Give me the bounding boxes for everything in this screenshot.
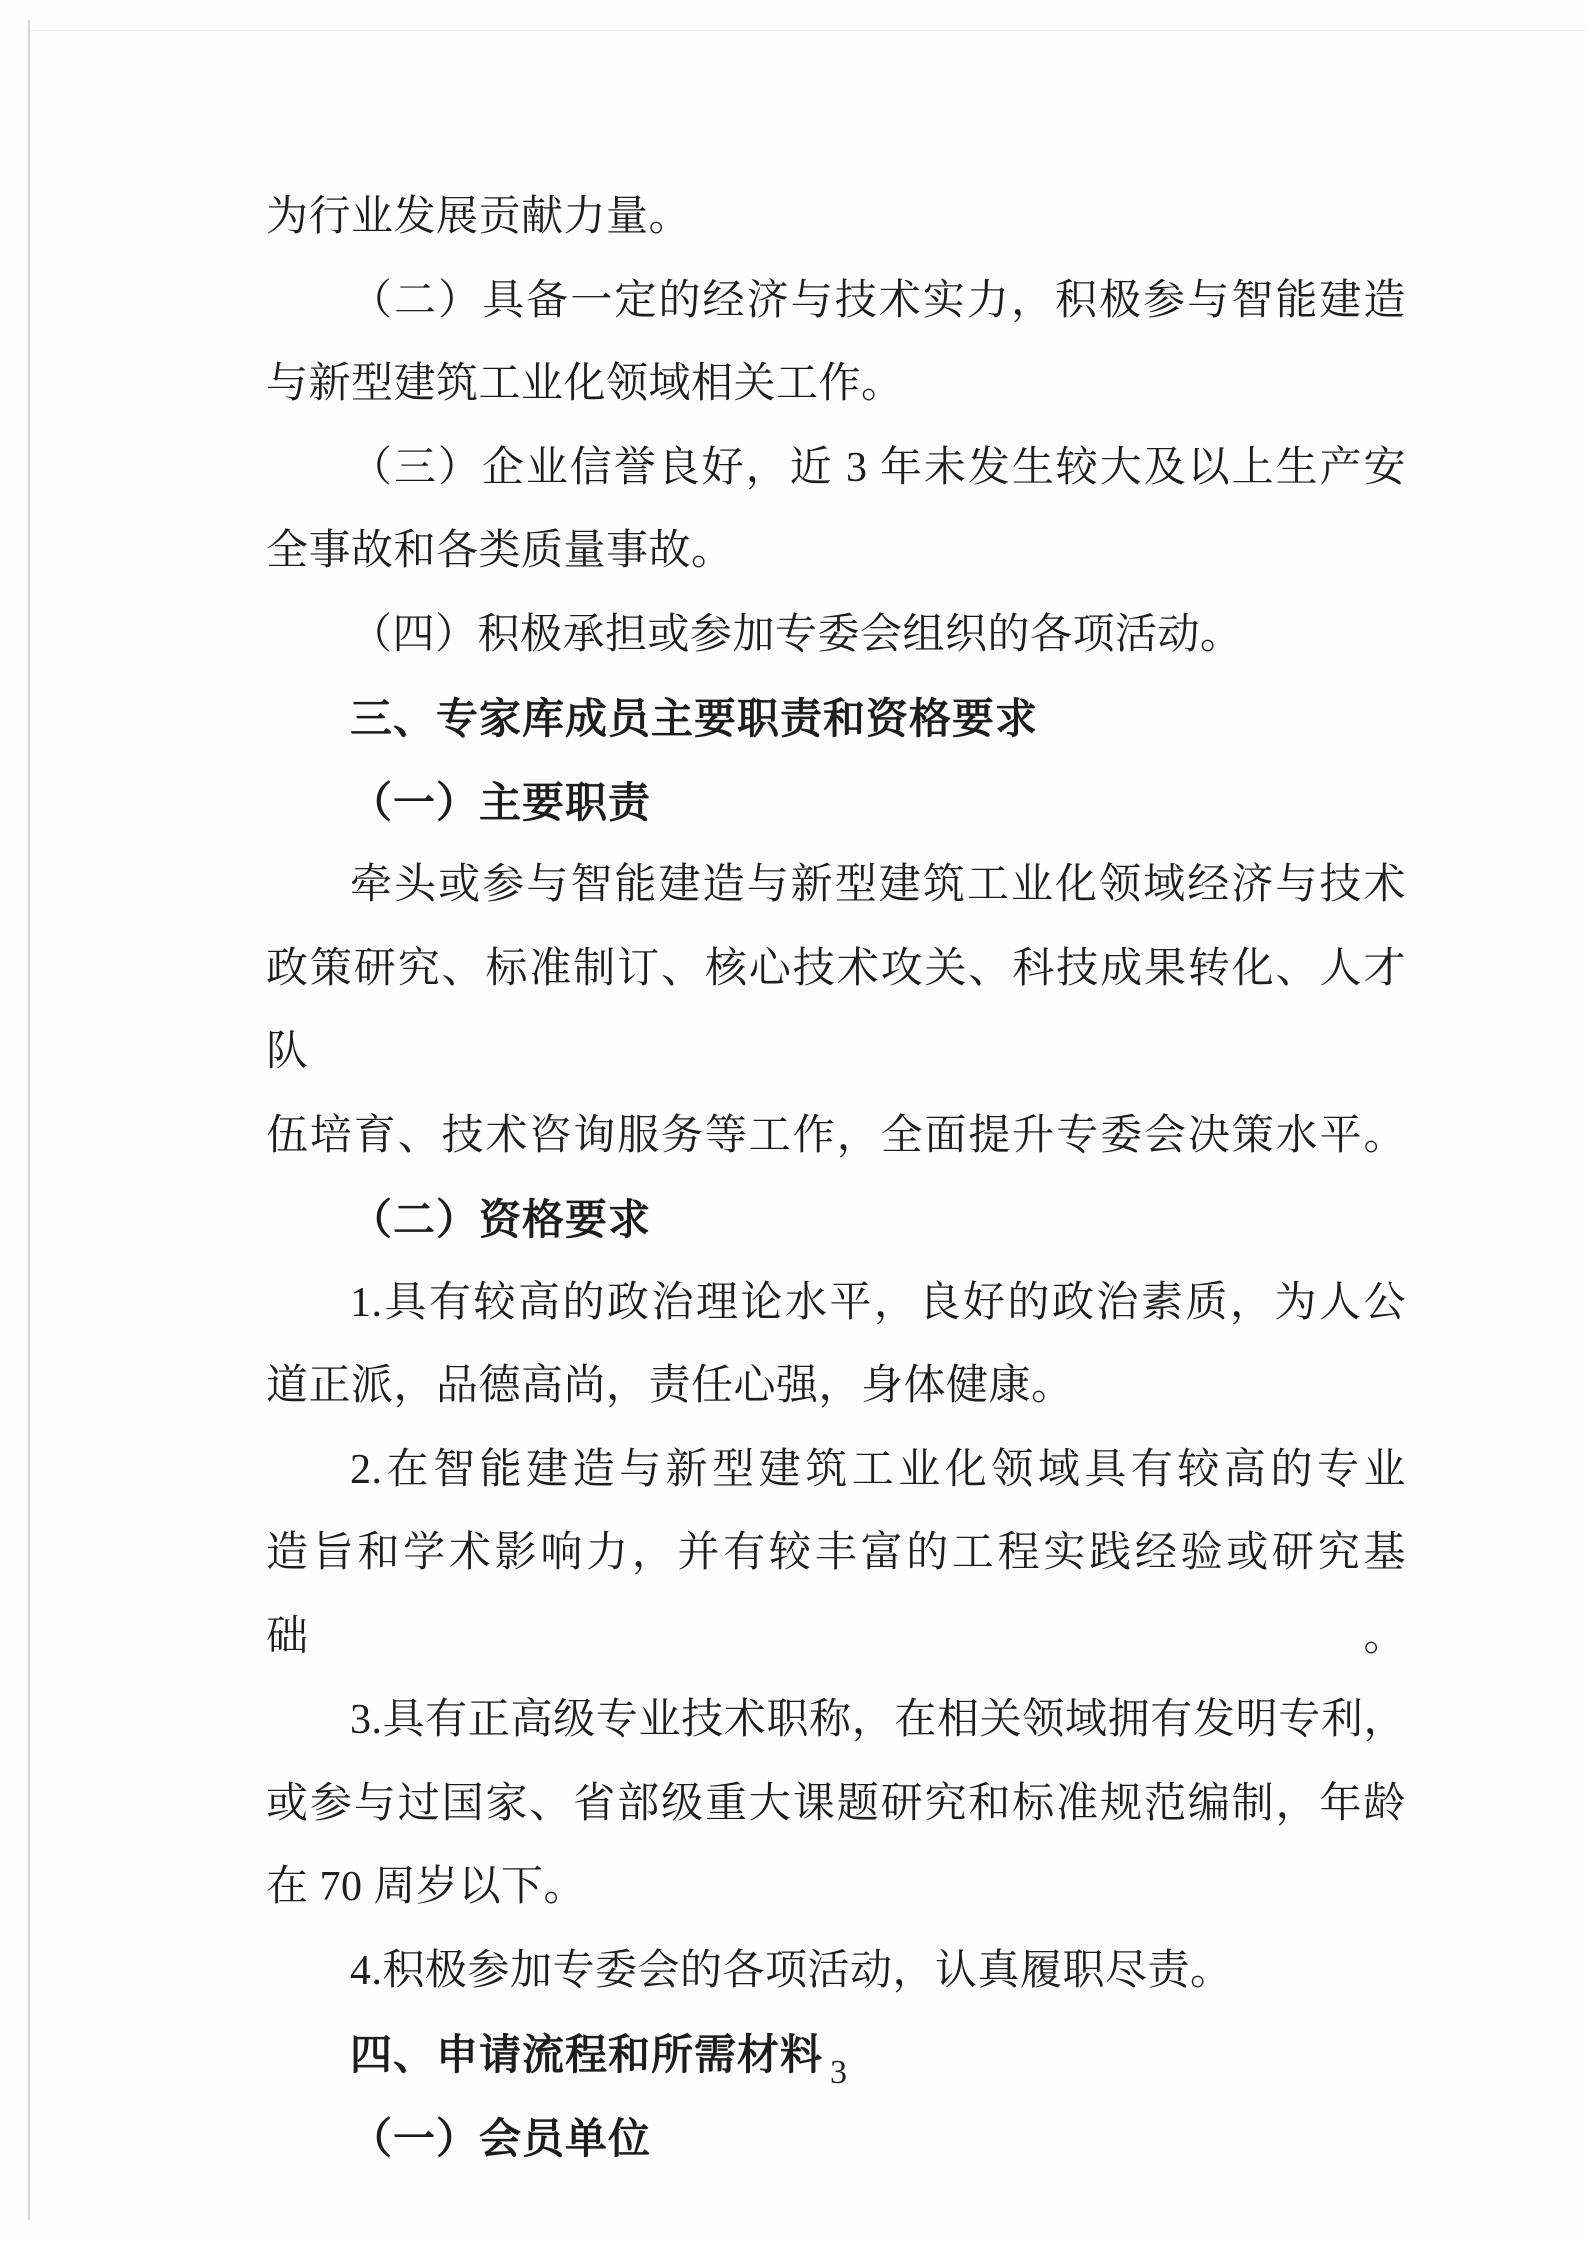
- paragraph-line: （四）积极承担或参加专委会组织的各项活动。: [350, 611, 1243, 658]
- paragraph-line: 造旨和学术影响力，并有较丰富的工程实践经验或研究基础。: [266, 1530, 1406, 1660]
- paragraph-line: 为行业发展贡献力量。: [266, 194, 692, 240]
- list-item-line: 1.具有较高的政治理论水平，良好的政治素质，为人公: [350, 1279, 1406, 1326]
- list-item-line: 2.在智能建造与新型建筑工业化领域具有较高的专业: [350, 1446, 1406, 1493]
- paragraph-line: （二）具备一定的经济与技术实力，积极参与智能建造: [350, 277, 1406, 324]
- paragraph-line: 与新型建筑工业化领域相关工作。: [266, 361, 904, 407]
- paragraph-line: 牵头或参与智能建造与新型建筑工业化领域经济与技术: [350, 862, 1406, 908]
- subsection-main-duties-heading: （一）主要职责: [350, 778, 652, 826]
- paragraph-line: 政策研究、标准制订、核心技术攻关、科技成果转化、人才队: [266, 945, 1406, 1075]
- paragraph-line: 全事故和各类质量事故。: [266, 528, 734, 574]
- paragraph-line: 或参与过国家、省部级重大课题研究和标准规范编制，年龄: [266, 1780, 1406, 1827]
- paragraph-line: 伍培育、技术咨询服务等工作，全面提升专委会决策水平。: [266, 1112, 1406, 1159]
- list-item-line: 3.具有正高级专业技术职称，在相关领域拥有发明专利，: [350, 1697, 1406, 1743]
- paragraph-line: 在 70 周岁以下。: [266, 1864, 587, 1910]
- paragraph-line: （三）企业信誉良好，近 3 年未发生较大及以上生产安: [350, 444, 1406, 491]
- section-4-heading: 四、申请流程和所需材料: [350, 2031, 824, 2078]
- scan-artifact-vertical-line: [28, 20, 30, 2220]
- section-3-heading: 三、专家库成员主要职责和资格要求: [350, 695, 1039, 742]
- list-item-line: 4.积极参加专委会的各项活动，认真履职尽责。: [350, 1947, 1233, 1994]
- subsection-member-unit-heading: （一）会员单位: [350, 2114, 652, 2162]
- page-number: 3: [830, 2054, 847, 2091]
- paragraph-line: 道正派，品德高尚，责任心强，身体健康。: [266, 1363, 1074, 1409]
- subsection-qualifications-heading: （二）资格要求: [350, 1196, 652, 1243]
- scan-artifact-horizontal-line: [30, 30, 1587, 31]
- document-body: [266, 176, 1406, 2180]
